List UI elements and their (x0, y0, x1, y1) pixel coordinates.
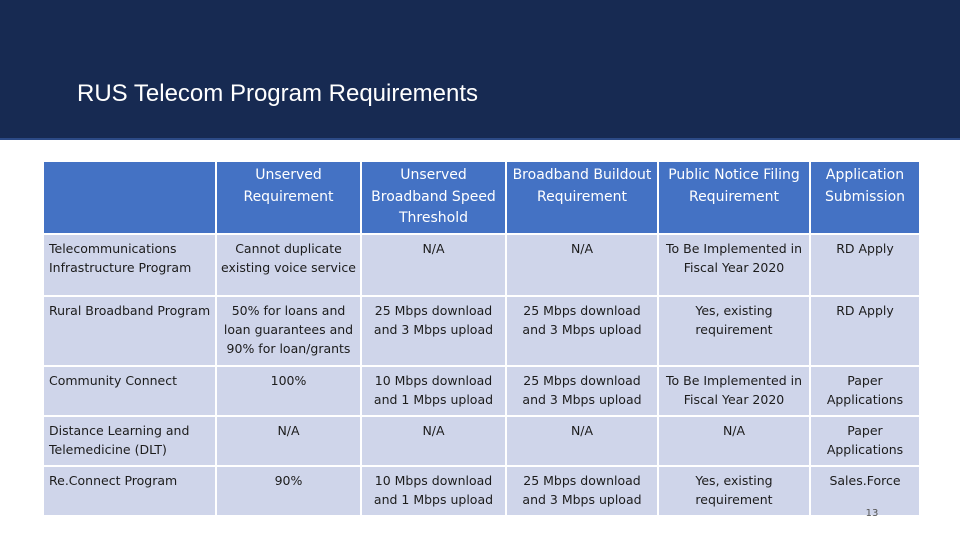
table-cell: 25 Mbps download and 3 Mbps upload (507, 367, 657, 415)
slide-title: RUS Telecom Program Requirements (77, 80, 479, 107)
table-cell: Yes, existing requirement (659, 297, 809, 365)
table-cell: N/A (362, 235, 505, 295)
program-name-cell: Re.Connect Program (44, 467, 215, 515)
table-cell: 10 Mbps download and 1 Mbps upload (362, 367, 505, 415)
table-cell: RD Apply (811, 235, 919, 295)
table-cell: N/A (507, 417, 657, 465)
header-buildout-requirement: Broadband Buildout Requirement (507, 162, 657, 233)
table-cell: 90% (217, 467, 360, 515)
page-number: 13 (865, 508, 879, 519)
program-name-cell: Rural Broadband Program (44, 297, 215, 365)
table-row (44, 417, 919, 465)
program-name-cell: Telecommunications Infrastructure Program (44, 235, 215, 295)
table-cell: 25 Mbps download and 3 Mbps upload (507, 297, 657, 365)
title-band-divider (0, 138, 960, 140)
table-cell: To Be Implemented in Fiscal Year 2020 (659, 367, 809, 415)
table-cell: 50% for loans and loan guarantees and 90% for loan/grants (217, 297, 360, 365)
table-cell: Sales.Force (811, 467, 919, 515)
table-cell: 100% (217, 367, 360, 415)
table-row (44, 467, 919, 515)
title-band (0, 0, 960, 138)
table-cell: 25 Mbps download and 3 Mbps upload (507, 467, 657, 515)
header-speed-threshold: Unserved Broadband Speed Threshold (362, 162, 505, 233)
table-cell: Cannot duplicate existing voice service (217, 235, 360, 295)
header-unserved-requirement: Unserved Requirement (217, 162, 360, 233)
table-row (44, 235, 919, 295)
header-corner-cell (44, 162, 215, 233)
table-cell: 25 Mbps download and 3 Mbps upload (362, 297, 505, 365)
table-cell: N/A (659, 417, 809, 465)
table-cell: To Be Implemented in Fiscal Year 2020 (659, 235, 809, 295)
table-header-row (44, 162, 919, 233)
table-cell: N/A (217, 417, 360, 465)
program-name-cell: Distance Learning and Telemedicine (DLT) (44, 417, 215, 465)
table-cell: N/A (507, 235, 657, 295)
table-cell: RD Apply (811, 297, 919, 365)
table-cell: Paper Applications (811, 417, 919, 465)
requirements-table (42, 160, 921, 517)
table-cell: Paper Applications (811, 367, 919, 415)
table-cell: N/A (362, 417, 505, 465)
header-application-submission: Application Submission (811, 162, 919, 233)
header-public-notice: Public Notice Filing Requirement (659, 162, 809, 233)
program-name-cell: Community Connect (44, 367, 215, 415)
table-row (44, 367, 919, 415)
table-cell: Yes, existing requirement (659, 467, 809, 515)
table-cell: 10 Mbps download and 1 Mbps upload (362, 467, 505, 515)
table-row (44, 297, 919, 365)
